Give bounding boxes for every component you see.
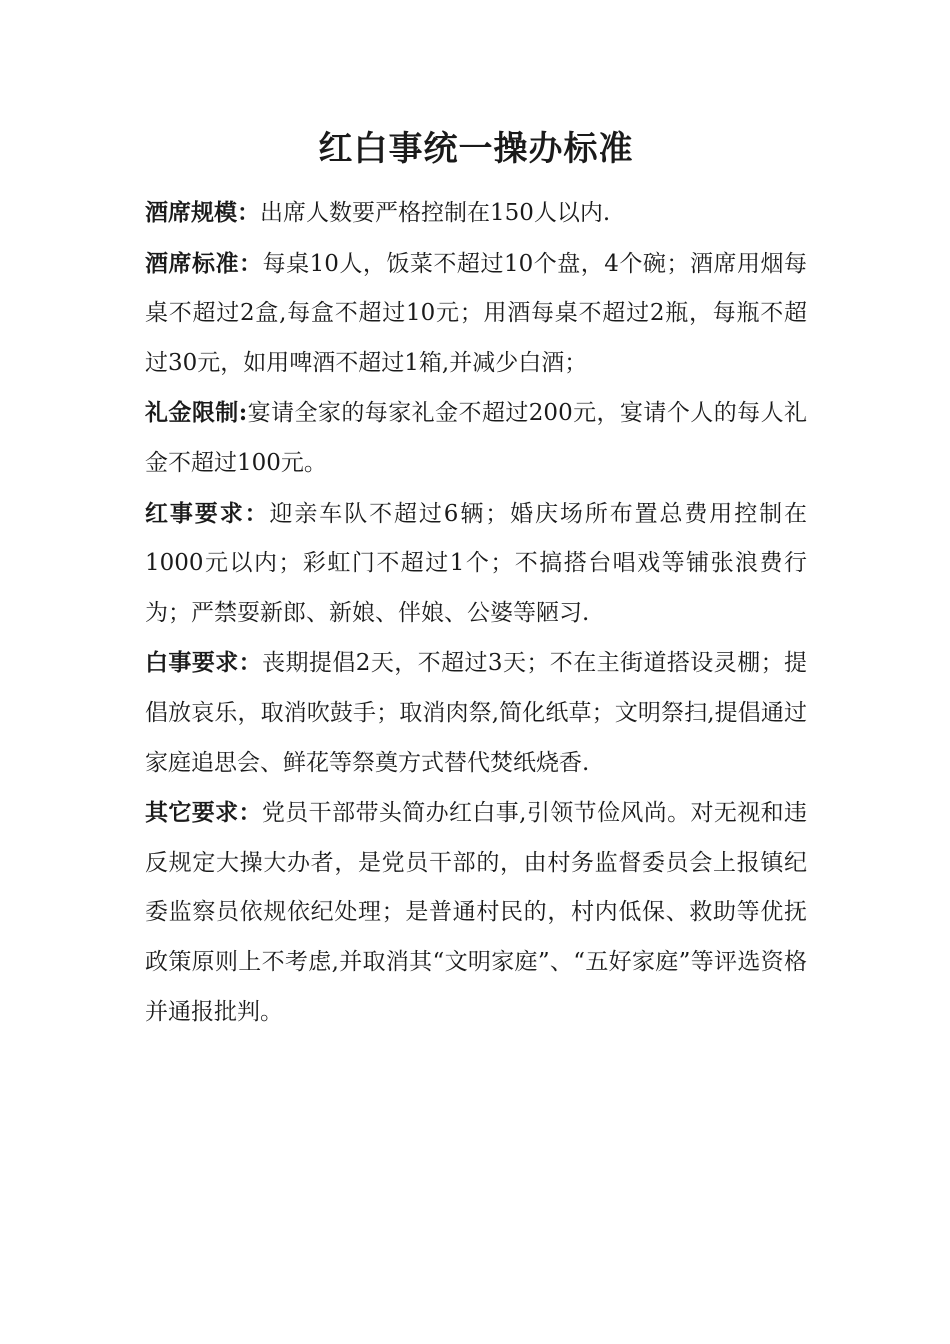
section-label: 酒席规模： <box>145 199 260 226</box>
section-banquet-standard <box>145 239 807 389</box>
section-label: 红事要求： <box>145 499 270 527</box>
section-text: 宴请全家的每家礼金不超过200元，宴请个人的每人礼金不超过100元。 <box>145 400 807 476</box>
section-other-requirements <box>145 788 807 1037</box>
section-text: 丧期提倡2天，不超过3天；不在主街道搭设灵棚；提倡放哀乐，取消吹鼓手；取消肉祭,简化纸草；文明祭扫,提倡通过家庭追思会、鲜花等祭奠方式替代焚纸烧香. <box>145 650 807 776</box>
section-text: 党员干部带头简办红白事,引领节俭风尚。对无视和违反规定大操大办者，是党员干部的，由村务监督委员会上报镇纪委监察员依规依纪处理；是普通村民的，村内低保、救助等优抚政策原则上不考虑,并取消其“文明家庭”、“五好家庭”等评选资格并通报批判。 <box>145 800 808 1025</box>
section-text: 出席人数要严格控制在150人以内. <box>260 200 611 226</box>
section-text: 迎亲车队不超过6辆；婚庆场所布置总费用控制在1000元以内；彩虹门不超过1个；不搞搭台唱戏等铺张浪费行为；严禁耍新郎、新娘、伴娘、公婆等陋习. <box>145 500 808 626</box>
section-label: 礼金限制: <box>145 399 248 427</box>
section-label: 其它要求： <box>145 799 262 827</box>
section-banquet-scale <box>145 188 807 239</box>
document-title: 红白事统一操办标准 <box>318 129 634 169</box>
section-label: 酒席标准： <box>145 249 263 277</box>
section-wedding-requirements <box>145 489 807 639</box>
section-label: 白事要求： <box>145 649 263 677</box>
section-funeral-requirements <box>145 638 807 788</box>
section-text: 每桌10人，饭菜不超过10个盘，4个碗；酒席用烟每桌不超过2盒,每盒不超过10元；用酒每桌不超过2瓶，每瓶不超过30元，如用啤酒不超过1箱,并减少白酒； <box>145 250 807 376</box>
section-gift-money-limit <box>145 388 807 488</box>
document-page <box>145 120 807 1037</box>
